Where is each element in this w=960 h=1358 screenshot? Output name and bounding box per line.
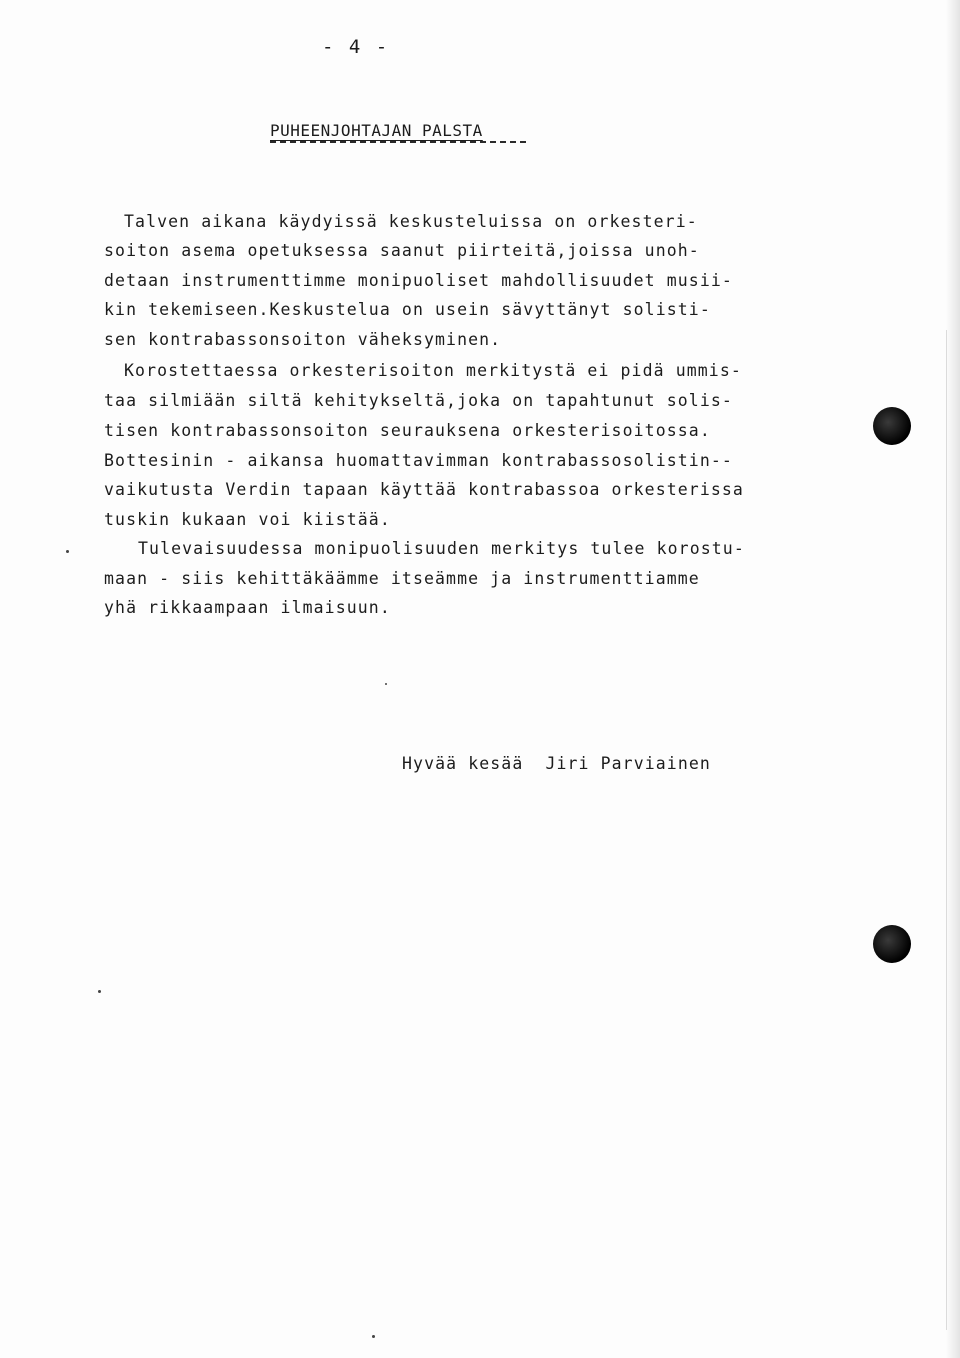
signature-line: Hyvää kesää Jiri Parviainen [402,754,711,773]
page-edge-line [946,330,947,1330]
paragraph-2-line-3: tisen kontrabassonsoiton seurauksena orkesterisoitossa. [104,421,711,440]
scan-speck [66,550,69,553]
paragraph-2-line-5: vaikutusta Verdin tapaan käyttää kontrabassoa orkesterissa [104,480,744,499]
punch-hole-upper [873,407,911,445]
paragraph-3-line-2: maan - siis kehittäkäämme itseämme ja instrumenttiamme [104,569,700,588]
paragraph-3-line-3: yhä rikkaampaan ilmaisuun. [104,598,391,617]
paragraph-2-line-1: Korostettaessa orkesterisoiton merkitystä ei pidä ummis- [124,361,742,380]
punch-hole-lower [873,925,911,963]
paragraph-2-line-4: Bottesinin - aikansa huomattavimman kontrabassosolistin-- [104,451,733,470]
paragraph-2-line-2: taa silmiään siltä kehitykseltä,joka on tapahtunut solis- [104,391,733,410]
page-number: - 4 - [322,36,390,58]
scan-speck [385,683,387,685]
page-edge-shadow [946,0,960,1358]
heading-dashed-rule [270,141,526,143]
scan-speck [372,1335,375,1338]
paragraph-3-line-1: Tulevaisuudessa monipuolisuuden merkitys tulee korostu- [138,539,745,558]
paragraph-1-line-2: soiton asema opetuksessa saanut piirteitä,joissa unoh- [104,241,700,260]
paragraph-1-line-3: detaan instrumenttimme monipuoliset mahdollisuudet musii- [104,271,733,290]
scan-speck [98,990,101,993]
paragraph-1-line-1: Talven aikana käydyissä keskusteluissa on orkesteri- [124,212,698,231]
column-heading: PUHEENJOHTAJAN PALSTA [270,121,483,140]
paragraph-1-line-4: kin tekemiseen.Keskustelua on usein sävyttänyt solisti- [104,300,711,319]
paragraph-1-line-5: sen kontrabassonsoiton väheksyminen. [104,330,502,349]
paragraph-2-line-6: tuskin kukaan voi kiistää. [104,510,391,529]
